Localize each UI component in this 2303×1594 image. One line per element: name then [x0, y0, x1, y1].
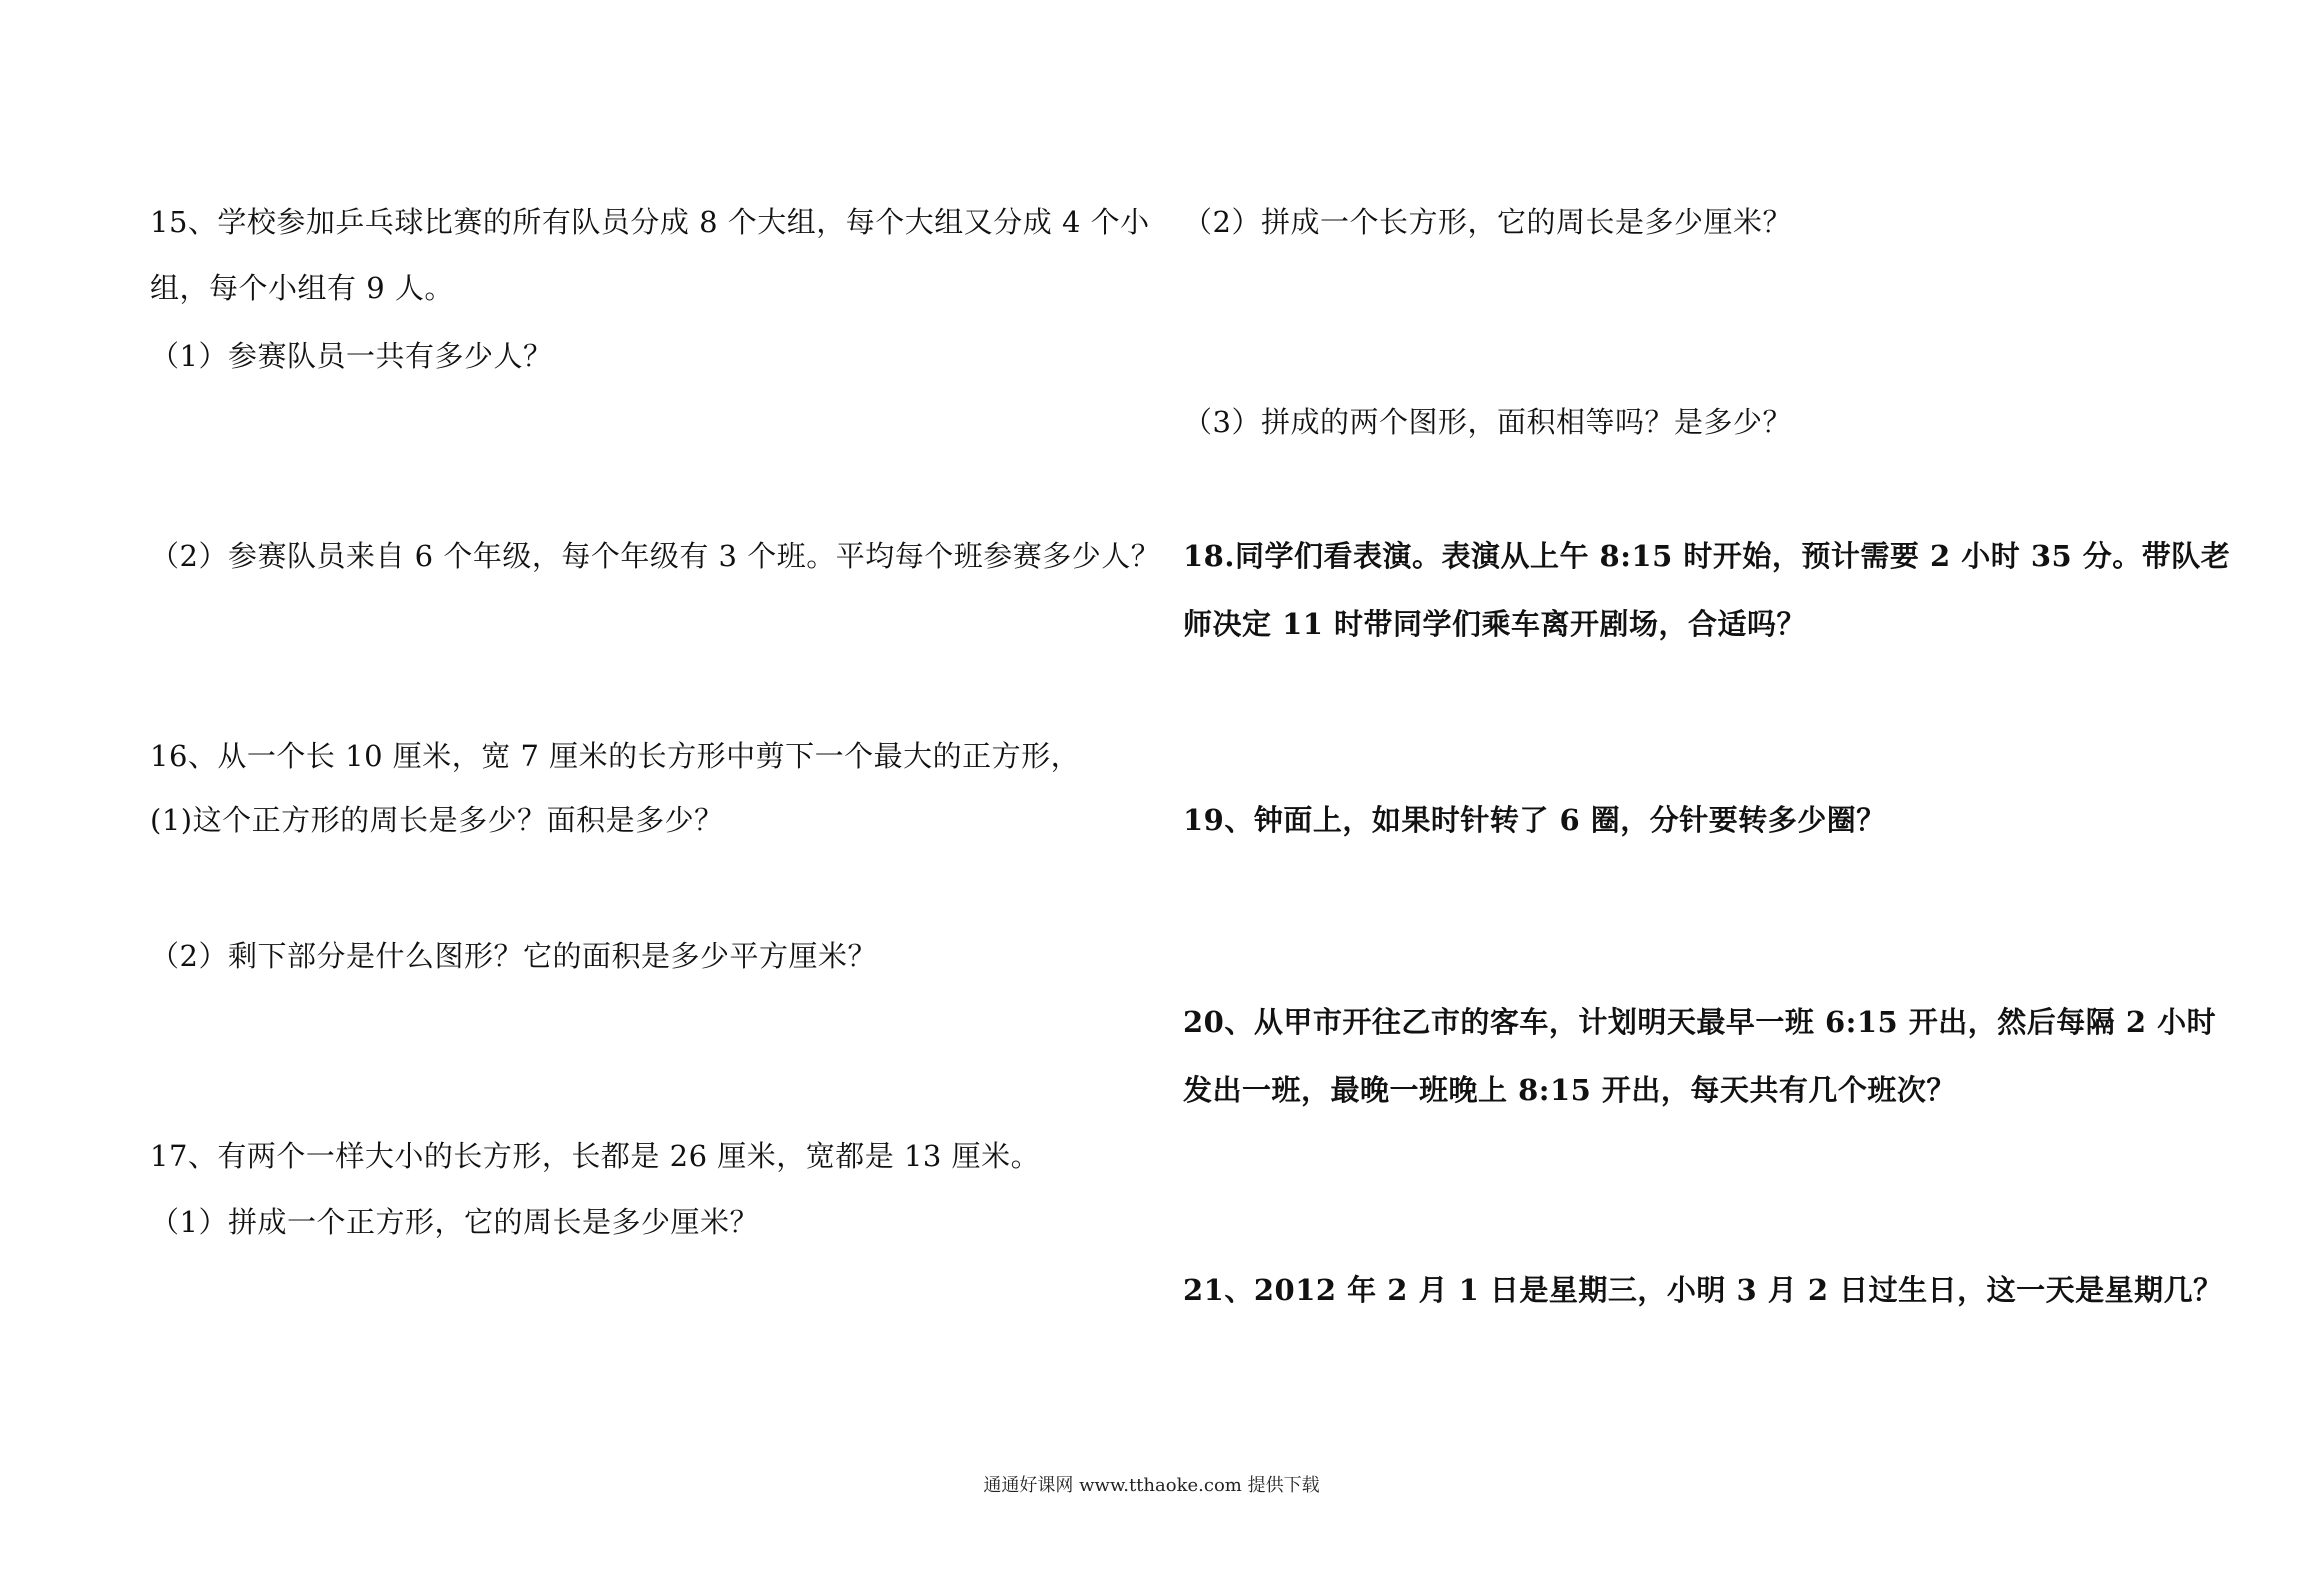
footer-credit: 通通好课网 www.tthaoke.com 提供下载 [983, 1475, 1320, 1496]
q16-sub1: (1)这个正方形的周长是多少？面积是多少？ [150, 803, 724, 837]
q16-line1: 16、从一个长 10 厘米，宽 7 厘米的长方形中剪下一个最大的正方形， [150, 739, 1081, 773]
q17-sub3: （3）拼成的两个图形，面积相等吗？是多少？ [1183, 405, 1792, 439]
q20-line1: 20、从甲市开往乙市的客车，计划明天最早一班 6:15 开出，然后每隔 2 小时 [1183, 1005, 2217, 1039]
q17-sub2: （2）拼成一个长方形，它的周长是多少厘米？ [1183, 205, 1792, 239]
q17-line1: 17、有两个一样大小的长方形，长都是 26 厘米，宽都是 13 厘米。 [150, 1139, 1041, 1173]
q15-line2: 组，每个小组有 9 人。 [150, 271, 454, 305]
q15-sub1: （1）参赛队员一共有多少人？ [150, 339, 553, 373]
q15-line1: 15、学校参加乒乓球比赛的所有队员分成 8 个大组，每个大组又分成 4 个小 [150, 205, 1150, 239]
q20-line2: 发出一班，最晚一班晚上 8:15 开出，每天共有几个班次？ [1183, 1073, 1956, 1107]
q19-line1: 19、钟面上，如果时针转了 6 圈，分针要转多少圈？ [1183, 803, 1886, 837]
q17-sub1: （1）拼成一个正方形，它的周长是多少厘米？ [150, 1205, 759, 1239]
q16-sub2: （2）剩下部分是什么图形？它的面积是多少平方厘米？ [150, 939, 877, 973]
q15-sub2: （2）参赛队员来自 6 个年级，每个年级有 3 个班。平均每个班参赛多少人？ [150, 539, 1161, 573]
q18-line2: 师决定 11 时带同学们乘车离开剧场，合适吗？ [1183, 607, 1807, 641]
q21-line1: 21、2012 年 2 月 1 日是星期三，小明 3 月 2 日过生日，这一天是星期几？ [1183, 1273, 2223, 1307]
q18-line1: 18.同学们看表演。表演从上午 8:15 时开始，预计需要 2 小时 35 分。带队老 [1183, 539, 2231, 573]
